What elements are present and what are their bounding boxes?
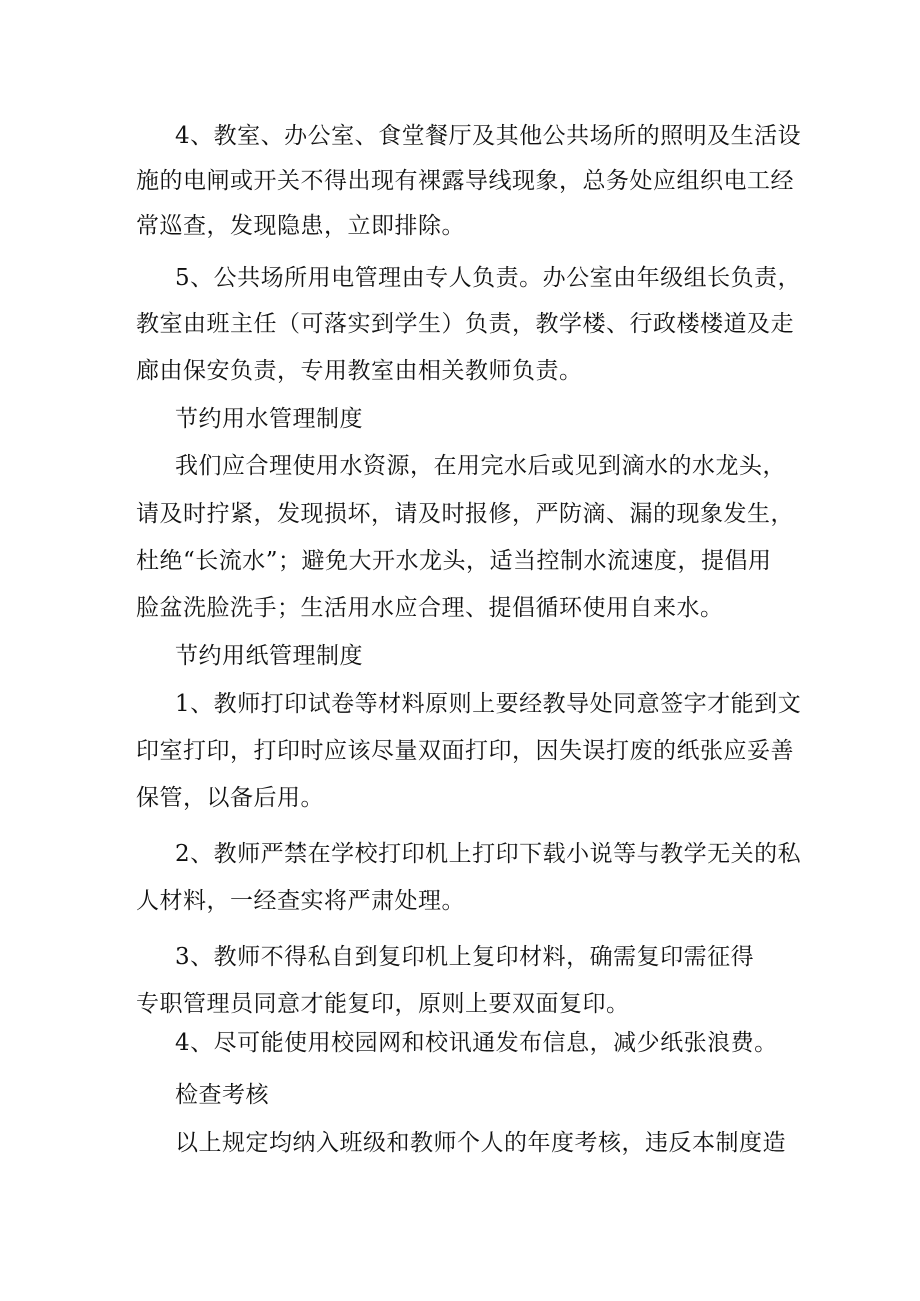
- text-line: 常巡查，发现隐患，立即排除。: [136, 213, 465, 239]
- text-line: 保管，以备后用。: [136, 785, 324, 811]
- text-line: 5、公共场所用电管理由专人负责。办公室由年级组长负责，: [175, 265, 802, 291]
- text-line: 施的电闸或开关不得出现有裸露导线现象，总务处应组织电工经: [136, 168, 794, 194]
- text-line: 4、教室、办公室、食堂餐厅及其他公共场所的照明及生活设: [175, 123, 802, 149]
- section-heading: 节约用水管理制度: [175, 406, 363, 432]
- text-line: 3、教师不得私自到复印机上复印材料，确需复印需征得: [175, 944, 755, 970]
- text-line: 脸盆洗脸洗手；生活用水应合理、提倡循环使用自来水。: [136, 595, 724, 621]
- text-line: 杜绝“长流水”；避免大开水龙头，适当控制水流速度，提倡用: [136, 548, 772, 574]
- text-line: 教室由班主任（可落实到学生）负责，教学楼、行政楼楼道及走: [136, 311, 794, 337]
- text-line: 人材料，一经查实将严肃处理。: [136, 888, 465, 914]
- text-line: 2、教师严禁在学校打印机上打印下载小说等与教学无关的私: [175, 841, 802, 867]
- section-heading: 节约用纸管理制度: [175, 643, 363, 669]
- text-line: 请及时拧紧，发现损坏，请及时报修，严防滴、漏的现象发生，: [136, 501, 794, 527]
- text-line: 我们应合理使用水资源，在用完水后或见到滴水的水龙头，: [175, 453, 786, 479]
- text-line: 4、尽可能使用校园网和校讯通发布信息，减少纸张浪费。: [175, 1030, 778, 1056]
- text-line: 印室打印，打印时应该尽量双面打印，因失误打废的纸张应妥善: [136, 738, 794, 764]
- text-line: 专职管理员同意才能复印，原则上要双面复印。: [136, 991, 630, 1017]
- text-line: 以上规定均纳入班级和教师个人的年度考核，违反本制度造: [175, 1130, 786, 1156]
- text-line: 廊由保安负责，专用教室由相关教师负责。: [136, 358, 583, 384]
- section-heading: 检查考核: [175, 1082, 269, 1108]
- text-line: 1、教师打印试卷等材料原则上要经教导处同意签字才能到文: [175, 691, 802, 717]
